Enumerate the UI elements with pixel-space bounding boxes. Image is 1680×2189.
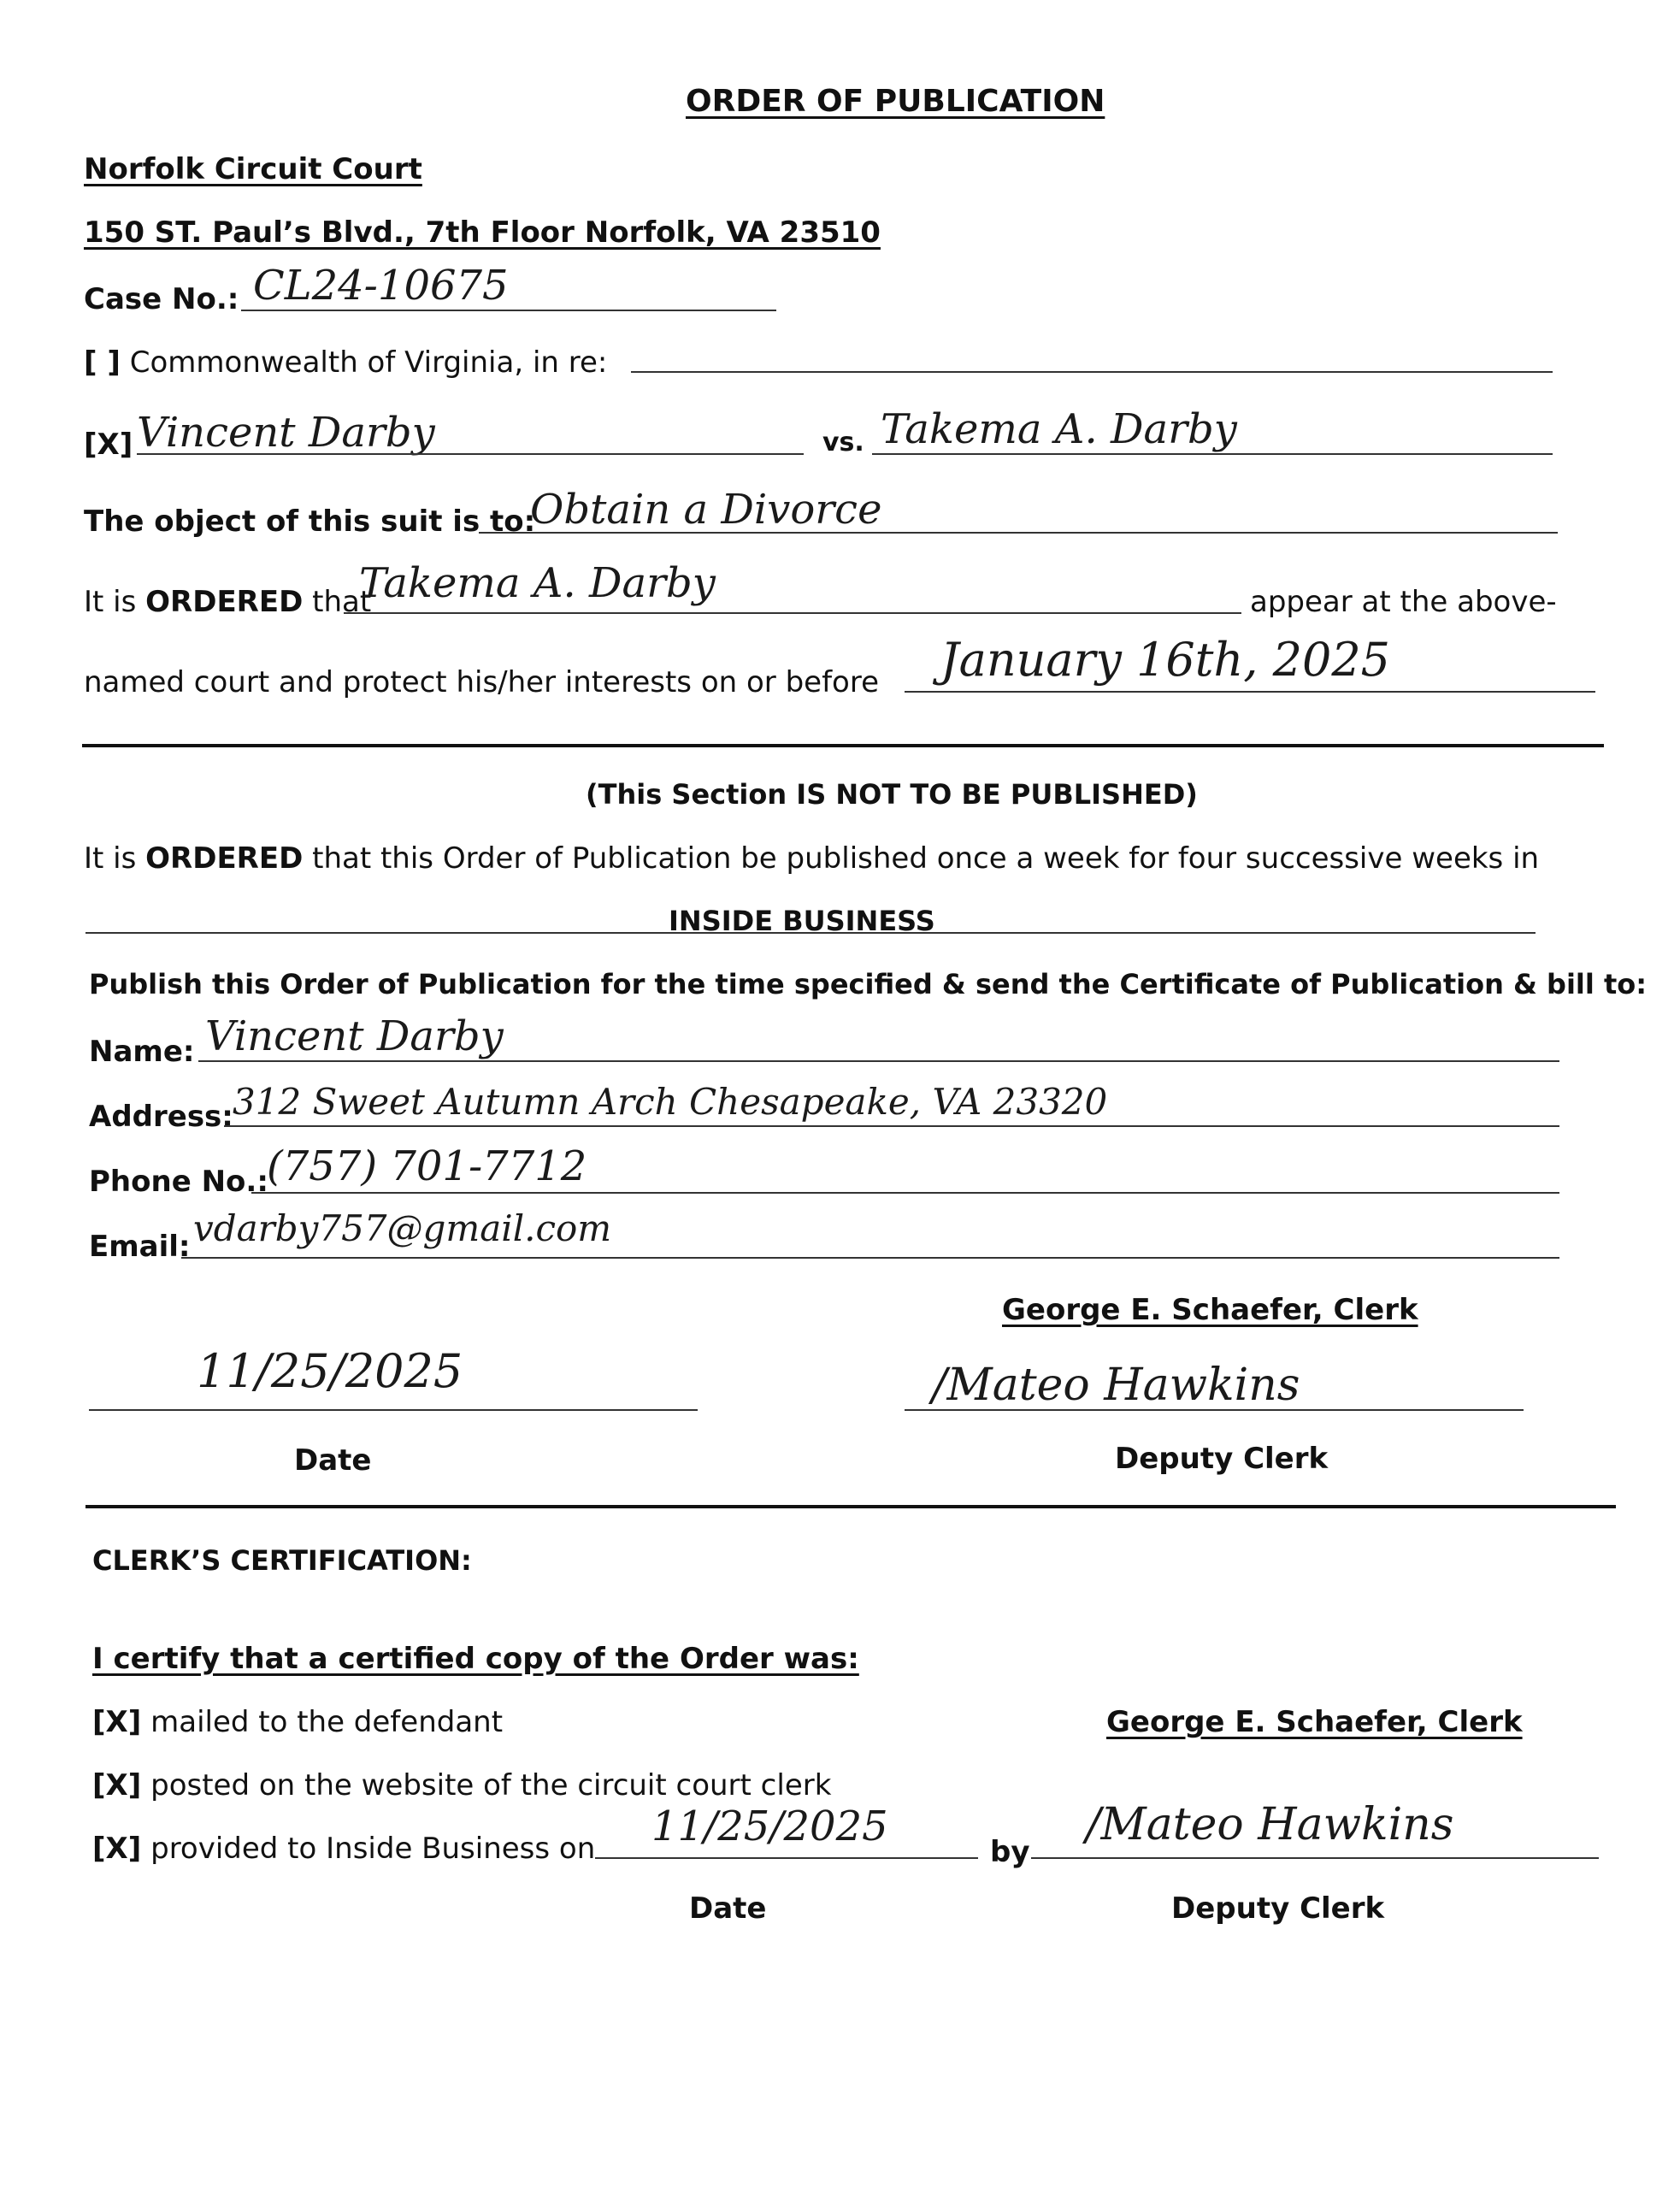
posted-checkbox: [X] — [92, 1768, 142, 1803]
contact-name: Vincent Darby — [205, 1012, 504, 1060]
vs-label: vs. — [822, 428, 864, 457]
object-value: Obtain a Divorce — [530, 486, 882, 534]
send-instruction: Publish this Order of Publication for the time specified & send the Certificate of Publication & bill to: — [89, 968, 1648, 1000]
cert-signature-line — [1031, 1857, 1599, 1859]
contact-address: 312 Sweet Autumn Arch Chesapeake, VA 23320 — [233, 1081, 1108, 1123]
publication-name: INSIDE BUSINESS — [669, 905, 935, 937]
cert-item-mailed: [X] mailed to the defendant — [92, 1705, 504, 1739]
provided-date-line — [595, 1857, 978, 1859]
cert-item-posted: [X] posted on the website of the circuit court clerk — [92, 1768, 832, 1803]
cert-item-provided: [X] provided to Inside Business on — [92, 1832, 596, 1866]
address-label: Address: — [89, 1100, 233, 1134]
cert-clerk-name: George E. Schaefer, Clerk — [1106, 1705, 1523, 1739]
contact-phone: (757) 701-7712 — [267, 1142, 587, 1190]
defendant-name: Takema A. Darby — [881, 405, 1237, 453]
cert-deputy-label: Deputy Clerk — [1171, 1891, 1385, 1926]
object-label: The object of this suit is to: — [84, 504, 536, 539]
order-date: 11/25/2025 — [197, 1344, 463, 1398]
deputy-signature: /Mateo Hawkins — [932, 1360, 1300, 1411]
name-label: Name: — [89, 1035, 195, 1069]
by-label: by — [990, 1835, 1030, 1869]
mailed-checkbox: [X] — [92, 1705, 142, 1739]
section-divider — [82, 744, 1604, 747]
commonwealth-line — [631, 371, 1553, 373]
phone-label: Phone No.: — [89, 1165, 268, 1199]
appear-date-line — [905, 691, 1595, 693]
appear-date: January 16th, 2025 — [940, 633, 1391, 687]
court-address: 150 ST. Paul’s Blvd., 7th Floor Norfolk, VA 23510 — [84, 215, 881, 250]
certify-statement: I certify that a certified copy of the Order was: — [92, 1642, 859, 1676]
plaintiff-line — [137, 453, 804, 455]
phone-line — [251, 1192, 1559, 1194]
parties-checkbox: [X] — [84, 428, 133, 462]
name-line — [198, 1060, 1559, 1062]
case-no-line — [241, 310, 776, 311]
provided-checkbox: [X] — [92, 1832, 142, 1866]
commonwealth-label: Commonwealth of Virginia, in re: — [129, 345, 608, 380]
ordered-prefix: It is ORDERED that — [84, 585, 372, 619]
ordered-suffix: appear at the above- — [1250, 585, 1557, 619]
email-label: Email: — [89, 1230, 191, 1264]
defendant-line — [872, 453, 1553, 455]
named-court-text: named court and protect his/her interests on or before — [84, 665, 879, 699]
cert-date-label: Date — [689, 1891, 767, 1926]
cert-signature: /Mateo Hawkins — [1086, 1799, 1454, 1850]
not-published-note: (This Section IS NOT TO BE PUBLISHED) — [586, 778, 1198, 811]
order-date-line — [89, 1409, 698, 1411]
court-name: Norfolk Circuit Court — [84, 152, 422, 186]
certification-heading: CLERK’S CERTIFICATION: — [92, 1544, 472, 1577]
case-no-label: Case No.: — [84, 282, 239, 316]
certification-divider — [85, 1505, 1616, 1508]
clerk-name: George E. Schaefer, Clerk — [1002, 1293, 1418, 1327]
provided-date: 11/25/2025 — [651, 1803, 888, 1850]
order-date-label: Date — [294, 1443, 372, 1478]
deputy-signature-line — [905, 1409, 1524, 1411]
ordered-party: Takema A. Darby — [359, 559, 716, 607]
deputy-clerk-label: Deputy Clerk — [1115, 1442, 1329, 1476]
plaintiff-name: Vincent Darby — [137, 409, 435, 457]
ordered-party-line — [344, 612, 1241, 614]
commonwealth-checkbox: [ ] — [84, 345, 121, 380]
commonwealth-row — [84, 345, 607, 380]
publish-order-text: It is ORDERED that this Order of Publication be published once a week for four successive weeks in — [84, 841, 1540, 876]
contact-email: vdarby757@gmail.com — [193, 1207, 612, 1249]
document-title: ORDER OF PUBLICATION — [686, 84, 1105, 119]
case-no-value: CL24-10675 — [253, 262, 509, 310]
address-line — [224, 1125, 1559, 1127]
email-line — [181, 1257, 1559, 1259]
